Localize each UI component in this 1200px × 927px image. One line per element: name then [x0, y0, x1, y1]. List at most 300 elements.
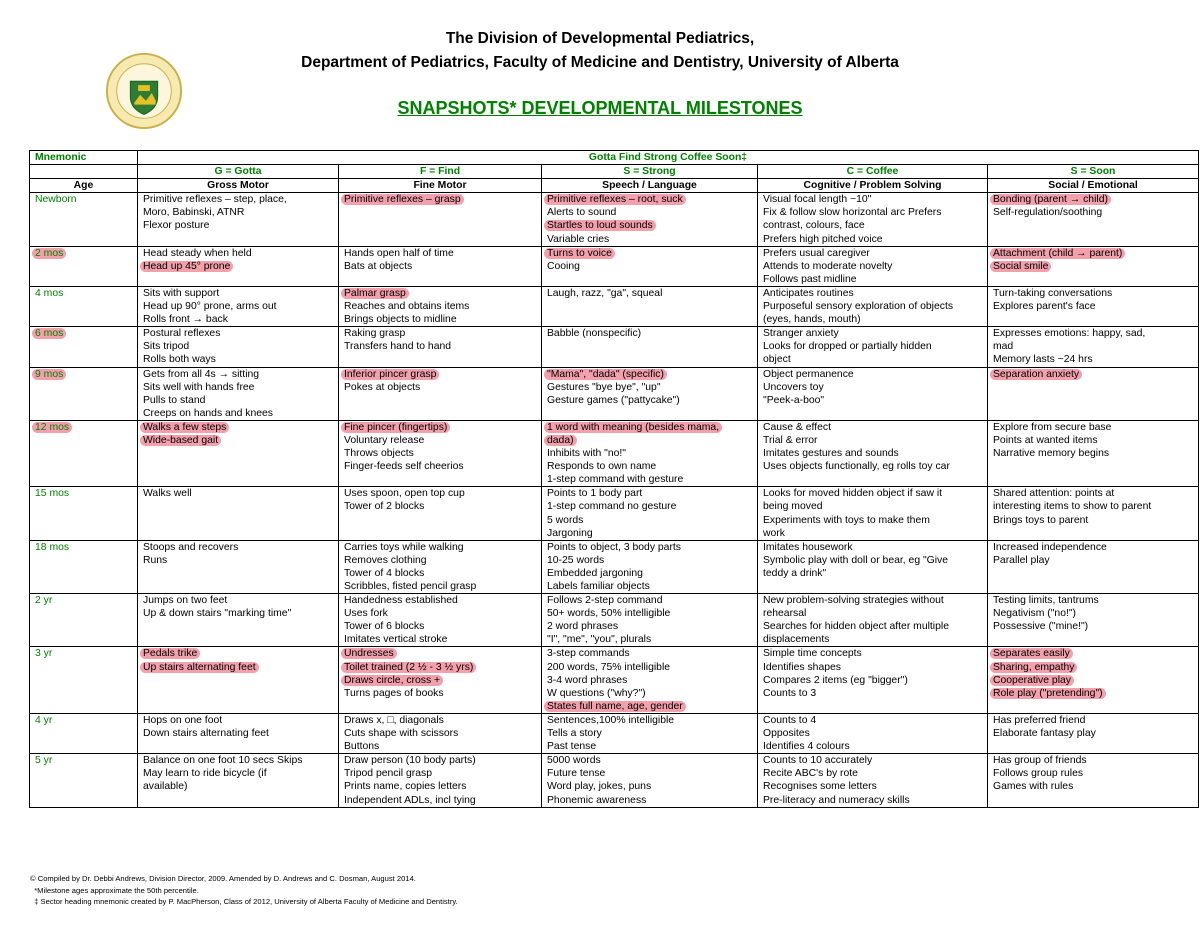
age-cell	[30, 487, 138, 540]
milestone-line: available)	[143, 781, 188, 793]
milestone-line: Removes clothing	[344, 554, 427, 566]
milestone-line: Uses spoon, open top cup	[344, 488, 465, 500]
group-header: G = Gotta	[138, 165, 339, 179]
milestone-line: Raking grasp	[344, 328, 406, 340]
highlighted-age: 6 mos	[32, 328, 66, 339]
milestone-cell	[988, 327, 1199, 367]
milestone-line: Tripod pencil grasp	[344, 768, 432, 780]
milestone-line: work	[763, 527, 785, 539]
milestone-cell	[988, 754, 1199, 807]
milestone-line	[993, 247, 1198, 260]
milestone-line: Rolls both ways	[143, 354, 216, 366]
milestone-cell	[988, 420, 1199, 486]
age-cell	[30, 327, 138, 367]
milestone-line	[547, 247, 757, 260]
milestone-line: Gesture games ("pattycake")	[547, 394, 680, 406]
milestone-cell	[542, 327, 758, 367]
milestone-line: Imitates housework	[763, 541, 853, 553]
highlighted-milestone: Primitive reflexes – root, suck	[544, 194, 686, 205]
milestone-cell	[138, 420, 339, 486]
milestone-cell	[542, 193, 758, 246]
milestone-line: Bats at objects	[344, 260, 413, 272]
milestone-line: Scribbles, fisted pencil grasp	[344, 581, 477, 592]
milestone-line: Turn-taking conversations	[993, 287, 1113, 299]
milestone-line	[993, 193, 1198, 206]
milestone-line: Jumps on two feet	[143, 595, 228, 607]
highlighted-age: 2 mos	[32, 248, 66, 259]
milestone-line: Shared attention: points at	[993, 488, 1115, 500]
milestone-line: 10-25 words	[547, 554, 605, 566]
milestone-line: Future tense	[547, 768, 606, 780]
milestone-line: Buttons	[344, 741, 380, 753]
milestone-cell	[138, 327, 339, 367]
milestone-line: Gets from all 4s → sitting	[143, 368, 260, 380]
milestone-line: Alerts to sound	[547, 207, 617, 219]
highlighted-milestone: Palmar grasp	[341, 288, 409, 299]
age-cell	[30, 713, 138, 753]
milestone-line: Tower of 2 blocks	[344, 501, 425, 513]
milestone-line: 3-4 word phrases	[547, 674, 628, 686]
age-column-header: Age	[30, 179, 138, 193]
highlighted-milestone: Toilet trained (2 ½ - 3 ½ yrs)	[341, 662, 476, 673]
milestone-line: Testing limits, tantrums	[993, 595, 1099, 607]
milestone-line: 50+ words, 50% intelligible	[547, 608, 671, 620]
milestone-line: 200 words, 75% intelligible	[547, 661, 671, 673]
highlighted-age: 9 mos	[32, 369, 66, 380]
milestone-line: Brings objects to midline	[344, 314, 457, 326]
milestone-line	[547, 434, 757, 447]
milestone-line: Moro, Babinski, ATNR	[143, 207, 245, 219]
milestone-line: Jargoning	[547, 527, 593, 539]
milestone-line: Primitive reflexes – step, place,	[143, 194, 287, 206]
age-label: 15 mos	[35, 488, 70, 500]
milestone-line	[993, 661, 1198, 674]
milestone-line: Cooing	[547, 260, 580, 272]
milestone-line: Follows group rules	[993, 768, 1084, 780]
milestone-cell	[339, 540, 542, 593]
milestone-line: Past tense	[547, 741, 597, 753]
milestone-cell	[988, 713, 1199, 753]
milestone-line: Sits tripod	[143, 341, 190, 353]
age-cell	[30, 193, 138, 246]
milestone-line: Stoops and recovers	[143, 541, 239, 553]
milestone-cell	[758, 193, 988, 246]
milestone-cell	[138, 594, 339, 647]
milestone-line: Elaborate fantasy play	[993, 728, 1096, 740]
footnote-line: ‡ Sector heading mnemonic created by P. MacPherson, Class of 2012, University of Alberta Faculty of Medicine and Dentistry.	[30, 897, 458, 906]
milestone-line: contrast, colours, face	[763, 220, 865, 232]
milestone-line: 2 word phrases	[547, 621, 619, 633]
milestone-line: Counts to 4	[763, 714, 817, 726]
milestone-cell	[339, 713, 542, 753]
milestone-line	[993, 647, 1198, 660]
age-label: 5 yr	[35, 755, 53, 767]
milestone-line	[344, 647, 541, 660]
milestone-line: Compares 2 items (eg "bigger")	[763, 674, 908, 686]
milestone-line: Postural reflexes	[143, 328, 221, 340]
group-header: S = Strong	[542, 165, 758, 179]
milestone-line: Points to object, 3 body parts	[547, 541, 682, 553]
table-row	[30, 286, 1199, 326]
highlighted-milestone: Separates easily	[990, 648, 1073, 659]
milestone-cell	[542, 647, 758, 713]
milestone-cell	[988, 487, 1199, 540]
highlighted-milestone: Walks a few steps	[140, 422, 229, 433]
milestone-line: Up & down stairs "marking time"	[143, 608, 292, 620]
milestone-line: Brings toys to parent	[993, 514, 1089, 526]
milestone-line	[547, 219, 757, 232]
milestone-line: Expresses emotions: happy, sad,	[993, 328, 1146, 340]
milestone-line: Sentences,100% intelligible	[547, 714, 675, 726]
milestone-line: Counts to 3	[763, 687, 817, 699]
age-cell	[30, 540, 138, 593]
milestone-line: Experiments with toys to make them	[763, 514, 930, 526]
milestone-line: Runs	[143, 554, 168, 566]
milestone-cell	[758, 246, 988, 286]
footer-notes	[30, 873, 458, 908]
mnemonic-label: Mnemonic	[30, 151, 138, 165]
milestone-cell	[988, 594, 1199, 647]
milestone-line	[143, 661, 338, 674]
milestone-line: being moved	[763, 501, 823, 513]
milestone-line	[993, 687, 1198, 700]
milestone-cell	[988, 647, 1199, 713]
milestone-line: Throws objects	[344, 448, 414, 460]
milestone-cell	[988, 367, 1199, 420]
milestone-line: Labels familiar objects	[547, 581, 650, 592]
milestone-line: object	[763, 354, 791, 366]
milestone-cell	[758, 540, 988, 593]
milestone-rows	[30, 193, 1199, 807]
milestone-cell	[339, 594, 542, 647]
milestone-line: Fix & follow slow horizontal arc Prefers	[763, 207, 942, 219]
milestone-line: Hands open half of time	[344, 247, 454, 259]
milestone-line: Points at wanted items	[993, 434, 1098, 446]
milestone-line: Parallel play	[993, 554, 1050, 566]
milestone-line: Imitates vertical stroke	[344, 634, 448, 646]
milestone-cell	[138, 647, 339, 713]
milestone-line: Anticipates routines	[763, 287, 854, 299]
milestone-line: Head up 90° prone, arms out	[143, 301, 277, 313]
milestone-line: displacements	[763, 634, 830, 646]
milestone-line: Possessive ("mine!")	[993, 621, 1089, 633]
table-row	[30, 540, 1199, 593]
milestone-cell	[138, 286, 339, 326]
milestone-line: Follows past midline	[763, 273, 857, 285]
milestone-line: Babble (nonspecific)	[547, 328, 642, 340]
milestone-cell	[339, 754, 542, 807]
milestone-line: Down stairs alternating feet	[143, 728, 269, 740]
milestone-line	[547, 421, 757, 434]
milestone-cell	[542, 487, 758, 540]
highlighted-milestone: Pedals trike	[140, 648, 200, 659]
domain-header: Social / Emotional	[988, 179, 1199, 193]
highlighted-milestone: 1 word with meaning (besides mama,	[544, 422, 722, 433]
mnemonic-text: Gotta Find Strong Coffee Soon‡	[138, 151, 1199, 165]
milestone-cell	[758, 367, 988, 420]
department-line: Department of Pediatrics, Faculty of Medicine and Dentistry, University of Alberta	[301, 54, 899, 71]
milestone-line	[547, 368, 757, 381]
milestone-line: Pre-literacy and numeracy skills	[763, 794, 910, 806]
milestone-line: Phonemic awareness	[547, 794, 647, 806]
milestone-cell	[758, 420, 988, 486]
milestone-line: Looks for moved hidden object if saw it	[763, 488, 943, 500]
highlighted-milestone: Sharing, empathy	[990, 662, 1077, 673]
milestone-line	[143, 434, 338, 447]
milestone-line	[993, 260, 1198, 273]
milestone-line: Imitates gestures and sounds	[763, 448, 899, 460]
milestone-line: 1-step command with gesture	[547, 474, 684, 486]
milestone-line: Pokes at objects	[344, 381, 421, 393]
division-line: The Division of Developmental Pediatrics,	[445, 30, 755, 47]
milestone-line: Identifies shapes	[763, 661, 841, 673]
milestone-line: Gestures "bye bye", "up"	[547, 381, 661, 393]
milestone-line: (eyes, hands, mouth)	[763, 314, 861, 326]
group-header: S = Soon	[988, 165, 1199, 179]
milestone-cell	[542, 420, 758, 486]
milestone-line: Pulls to stand	[143, 394, 206, 406]
milestone-line	[344, 674, 541, 687]
blank-cell	[30, 165, 138, 179]
age-label	[35, 327, 137, 340]
milestone-cell	[138, 246, 339, 286]
highlighted-milestone: Social smile	[990, 261, 1051, 272]
milestone-cell	[339, 647, 542, 713]
table-row	[30, 487, 1199, 540]
milestone-line: Independent ADLs, incl tying	[344, 794, 476, 806]
milestone-line: Explores parent's face	[993, 301, 1096, 313]
milestone-cell	[542, 594, 758, 647]
milestone-line: Creeps on hands and knees	[143, 407, 273, 419]
highlighted-milestone: Fine pincer (fingertips)	[341, 422, 450, 433]
milestone-line	[344, 421, 541, 434]
milestone-cell	[138, 754, 339, 807]
milestone-line: Handedness established	[344, 595, 458, 607]
milestone-cell	[339, 286, 542, 326]
milestone-line	[344, 368, 541, 381]
milestone-line: Visual focal length ~10"	[763, 194, 872, 206]
highlighted-milestone: Separation anxiety	[990, 369, 1082, 380]
age-cell	[30, 647, 138, 713]
milestone-line: Uncovers toy	[763, 381, 824, 393]
milestone-line: Recognises some letters	[763, 781, 877, 793]
age-label: 4 yr	[35, 714, 53, 726]
milestone-line: Prefers high pitched voice	[763, 233, 883, 245]
milestone-line: rehearsal	[763, 608, 807, 620]
milestone-cell	[542, 754, 758, 807]
domain-header: Gross Motor	[138, 179, 339, 193]
milestone-cell	[138, 367, 339, 420]
milestone-line: 3-step commands	[547, 648, 630, 660]
highlighted-milestone: Inferior pincer grasp	[341, 369, 439, 380]
milestone-line: Tower of 4 blocks	[344, 567, 425, 579]
highlighted-milestone: "Mama", "dada" (specific)	[544, 369, 667, 380]
milestone-line: Points to 1 body part	[547, 488, 643, 500]
milestone-line	[547, 193, 757, 206]
milestone-line: Identifies 4 colours	[763, 741, 850, 753]
milestone-line: Rolls front → back	[143, 314, 228, 326]
milestone-cell	[988, 286, 1199, 326]
highlighted-milestone: Head up 45° prone	[140, 261, 233, 272]
milestone-line	[344, 661, 541, 674]
table-row	[30, 594, 1199, 647]
milestone-line: Self-regulation/soothing	[993, 207, 1103, 219]
milestone-line: mad	[993, 341, 1014, 353]
milestone-line: "Peek-a-boo"	[763, 394, 825, 406]
milestone-cell	[339, 246, 542, 286]
milestone-cell	[758, 713, 988, 753]
age-cell	[30, 246, 138, 286]
milestone-cell	[758, 647, 988, 713]
table-row	[30, 420, 1199, 486]
table-row	[30, 713, 1199, 753]
milestone-line: Word play, jokes, puns	[547, 781, 652, 793]
highlighted-milestone: Up stairs alternating feet	[140, 662, 259, 673]
milestone-line: Purposeful sensory exploration of objects	[763, 301, 954, 313]
milestone-line: Symbolic play with doll or bear, eg "Give	[763, 554, 949, 566]
milestone-line: "I", "me", "you", plurals	[547, 634, 652, 646]
milestone-line: 5000 words	[547, 755, 601, 767]
milestone-line: Narrative memory begins	[993, 448, 1110, 460]
highlighted-milestone: Wide-based gait	[140, 435, 221, 446]
milestone-cell	[758, 286, 988, 326]
table-row	[30, 327, 1199, 367]
age-label: 2 yr	[35, 595, 53, 607]
milestone-line: Stranger anxiety	[763, 328, 839, 340]
milestone-line: interesting items to show to parent	[993, 501, 1152, 513]
milestone-line: New problem-solving strategies without	[763, 595, 944, 607]
milestone-cell	[988, 246, 1199, 286]
age-cell	[30, 420, 138, 486]
milestone-line: W questions ("why?")	[547, 687, 646, 699]
milestone-cell	[758, 594, 988, 647]
milestone-line: Counts to 10 accurately	[763, 755, 873, 767]
milestone-cell	[339, 487, 542, 540]
footnote-line: © Compiled by Dr. Debbi Andrews, Division Director, 2009. Amended by D. Andrews and C. Dosman, August 2014.	[30, 874, 416, 883]
highlighted-milestone: Attachment (child → parent)	[990, 248, 1125, 259]
domain-header: Speech / Language	[542, 179, 758, 193]
milestone-line	[143, 421, 338, 434]
group-header: C = Coffee	[758, 165, 988, 179]
highlighted-milestone: Role play ("pretending")	[990, 688, 1106, 699]
table-row	[30, 193, 1199, 246]
milestone-cell	[758, 487, 988, 540]
milestone-cell	[339, 420, 542, 486]
milestone-line	[143, 647, 338, 660]
table-row	[30, 367, 1199, 420]
domain-header: Fine Motor	[339, 179, 542, 193]
milestone-line: Recite ABC's by rote	[763, 768, 858, 780]
milestone-line	[547, 700, 757, 713]
milestone-line: Attends to moderate novelty	[763, 260, 893, 272]
milestone-line: Prints name, copies letters	[344, 781, 467, 793]
milestone-line: Increased independence	[993, 541, 1107, 553]
milestone-line: Carries toys while walking	[344, 541, 464, 553]
highlighted-milestone: Cooperative play	[990, 675, 1074, 686]
milestone-line: Has preferred friend	[993, 714, 1086, 726]
highlighted-age: 12 mos	[32, 422, 72, 433]
milestone-line: Follows 2-step command	[547, 595, 663, 607]
age-label: 3 yr	[35, 648, 53, 660]
milestone-cell	[138, 713, 339, 753]
milestone-cell	[542, 713, 758, 753]
milestone-cell	[542, 367, 758, 420]
milestone-cell	[758, 754, 988, 807]
milestone-line: Turns pages of books	[344, 687, 444, 699]
milestone-line: Looks for dropped or partially hidden	[763, 341, 932, 353]
highlighted-milestone: States full name, age, gender	[544, 701, 686, 712]
milestone-line: Memory lasts ~24 hrs	[993, 354, 1093, 366]
milestone-cell	[339, 367, 542, 420]
highlighted-milestone: Bonding (parent → child)	[990, 194, 1111, 205]
milestone-line: Walks well	[143, 488, 192, 500]
milestone-cell	[758, 327, 988, 367]
milestone-cell	[988, 540, 1199, 593]
age-label	[35, 368, 137, 381]
highlighted-milestone: Primitive reflexes – grasp	[341, 194, 464, 205]
milestone-line: Trial & error	[763, 434, 818, 446]
milestone-line: 1-step command no gesture	[547, 501, 677, 513]
table-row	[30, 246, 1199, 286]
milestone-line: Uses fork	[344, 608, 388, 620]
milestone-cell	[339, 327, 542, 367]
milestone-line: Balance on one foot 10 secs Skips	[143, 755, 303, 767]
footnote-line: *Milestone ages approximate the 50th percentile.	[30, 885, 199, 895]
milestone-line	[344, 193, 541, 206]
milestone-line: Hops on one foot	[143, 714, 223, 726]
milestone-cell	[138, 487, 339, 540]
milestone-line: Sits well with hands free	[143, 381, 255, 393]
milestone-line: Searches for hidden object after multiple	[763, 621, 949, 633]
document-title: SNAPSHOTS* DEVELOPMENTAL MILESTONES	[397, 98, 803, 118]
age-label	[35, 247, 137, 260]
milestone-line: Laugh, razz, "ga", squeal	[547, 287, 663, 299]
domain-header: Cognitive / Problem Solving	[758, 179, 988, 193]
milestone-line: Finger-feeds self cheerios	[344, 461, 464, 473]
highlighted-milestone: Draws circle, cross +	[341, 675, 443, 686]
milestone-cell	[138, 540, 339, 593]
milestone-cell	[542, 286, 758, 326]
milestone-line: Cause & effect	[763, 421, 831, 433]
milestone-cell	[542, 246, 758, 286]
age-label: Newborn	[35, 194, 77, 206]
milestone-line: Has group of friends	[993, 755, 1087, 767]
milestone-line: teddy a drink"	[763, 567, 827, 579]
milestone-line	[143, 260, 338, 273]
highlighted-milestone: Startles to loud sounds	[544, 220, 656, 231]
age-label: 4 mos	[35, 287, 64, 299]
milestone-line: May learn to ride bicycle (if	[143, 768, 267, 780]
group-header: F = Find	[339, 165, 542, 179]
milestone-line: Head steady when held	[143, 247, 252, 259]
milestone-line: Reaches and obtains items	[344, 301, 470, 313]
highlighted-milestone: Undresses	[341, 648, 397, 659]
milestone-line: Responds to own name	[547, 461, 657, 473]
milestone-line: Prefers usual caregiver	[763, 247, 870, 259]
age-cell	[30, 286, 138, 326]
milestone-cell	[339, 193, 542, 246]
milestone-cell	[988, 193, 1199, 246]
age-cell	[30, 754, 138, 807]
milestone-line: Voluntary release	[344, 434, 425, 446]
age-cell	[30, 367, 138, 420]
highlighted-milestone: Turns to voice	[544, 248, 615, 259]
table-row	[30, 754, 1199, 807]
milestone-line: Transfers hand to hand	[344, 341, 452, 353]
milestone-line: Inhibits with "no!"	[547, 448, 626, 460]
milestone-line: Simple time concepts	[763, 648, 862, 660]
milestones-table	[29, 150, 1199, 808]
